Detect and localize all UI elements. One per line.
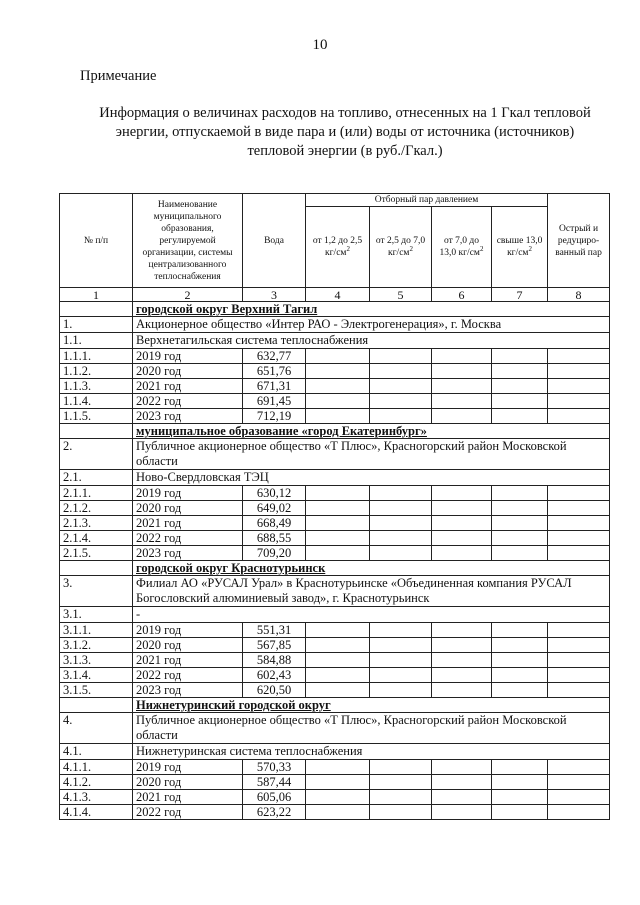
year-label: 2022 год — [133, 805, 243, 820]
empty-cell — [306, 501, 370, 516]
empty-cell — [432, 760, 492, 775]
empty-cell — [492, 394, 548, 409]
empty-cell — [492, 623, 548, 638]
year-label: 2022 год — [133, 394, 243, 409]
row-number — [60, 302, 133, 317]
title-line-2: энергии, отпускаемой в виде пара и (или) воды от источника (источников) — [115, 124, 575, 140]
empty-cell — [432, 394, 492, 409]
row-number: 2.1.2. — [60, 501, 133, 516]
row-number — [60, 698, 133, 713]
empty-cell — [492, 349, 548, 364]
empty-cell — [370, 623, 432, 638]
empty-cell — [548, 531, 610, 546]
empty-cell — [306, 379, 370, 394]
column-number: 5 — [370, 288, 432, 302]
table-row — [60, 379, 610, 394]
header-water: Вода — [243, 194, 306, 288]
empty-cell — [548, 775, 610, 790]
system-name: Верхнетагильская система теплоснабжения — [133, 333, 610, 349]
row-number: 3.1.5. — [60, 683, 133, 698]
empty-cell — [492, 683, 548, 698]
table-row — [60, 698, 610, 713]
empty-cell — [370, 394, 432, 409]
empty-cell — [306, 790, 370, 805]
table-row — [60, 607, 610, 623]
water-value: 649,02 — [243, 501, 306, 516]
empty-cell — [370, 805, 432, 820]
row-number: 4.1.2. — [60, 775, 133, 790]
empty-cell — [432, 623, 492, 638]
column-number: 3 — [243, 288, 306, 302]
empty-cell — [432, 379, 492, 394]
column-number: 4 — [306, 288, 370, 302]
header-steam-2: от 2,5 до 7,0 $кг/см^2$ — [370, 207, 432, 288]
row-number: 2. — [60, 439, 133, 470]
empty-cell — [492, 653, 548, 668]
water-value: 570,33 — [243, 760, 306, 775]
table-row — [60, 775, 610, 790]
table-row — [60, 349, 610, 364]
row-number: 3.1.3. — [60, 653, 133, 668]
empty-cell — [370, 653, 432, 668]
year-label: 2023 год — [133, 546, 243, 561]
row-number — [60, 561, 133, 576]
system-name: Ново-Свердловская ТЭЦ — [133, 470, 610, 486]
year-label: 2023 год — [133, 409, 243, 424]
row-number: 3.1.1. — [60, 623, 133, 638]
empty-cell — [548, 760, 610, 775]
empty-cell — [548, 790, 610, 805]
empty-cell — [306, 775, 370, 790]
empty-cell — [432, 546, 492, 561]
empty-cell — [370, 546, 432, 561]
empty-cell — [432, 775, 492, 790]
table-row — [60, 653, 610, 668]
empty-cell — [306, 653, 370, 668]
empty-cell — [548, 623, 610, 638]
empty-cell — [306, 546, 370, 561]
table-row — [60, 668, 610, 683]
empty-cell — [306, 531, 370, 546]
row-number: 2.1.3. — [60, 516, 133, 531]
empty-cell — [306, 760, 370, 775]
empty-cell — [548, 364, 610, 379]
section-title: городской округ Верхний Тагил — [133, 302, 610, 317]
page-number: 10 — [312, 37, 328, 53]
empty-cell — [548, 683, 610, 698]
empty-cell — [492, 486, 548, 501]
water-value: 691,45 — [243, 394, 306, 409]
table-row — [60, 317, 610, 333]
empty-cell — [548, 379, 610, 394]
empty-cell — [548, 349, 610, 364]
table-row — [60, 638, 610, 653]
table-row — [60, 546, 610, 561]
year-label: 2019 год — [133, 349, 243, 364]
year-label: 2021 год — [133, 516, 243, 531]
empty-cell — [370, 379, 432, 394]
row-number: 1.1.2. — [60, 364, 133, 379]
row-number: 3.1.4. — [60, 668, 133, 683]
empty-cell — [492, 531, 548, 546]
empty-cell — [370, 760, 432, 775]
empty-cell — [306, 349, 370, 364]
organization-name: Публичное акционерное общество «Т Плюс», Красногорский район Московской области — [133, 439, 610, 470]
note-heading: Примечание — [80, 68, 157, 84]
row-number: 3.1. — [60, 607, 133, 623]
table-row — [60, 394, 610, 409]
row-number: 4.1.4. — [60, 805, 133, 820]
empty-cell — [306, 668, 370, 683]
table-row — [60, 486, 610, 501]
empty-cell — [370, 683, 432, 698]
year-label: 2020 год — [133, 364, 243, 379]
title-line-1: Информация о величинах расходов на топливо, отнесенных на 1 Гкал тепловой — [99, 105, 591, 121]
empty-cell — [548, 409, 610, 424]
section-title: городской округ Краснотурьинск — [133, 561, 610, 576]
organization-name: Акционерное общество «Интер РАО - Электрогенерация», г. Москва — [133, 317, 610, 333]
row-number: 3.1.2. — [60, 638, 133, 653]
empty-cell — [432, 805, 492, 820]
empty-cell — [432, 349, 492, 364]
water-value: 605,06 — [243, 790, 306, 805]
section-title: муниципальное образование «город Екатеринбург» — [133, 424, 610, 439]
empty-cell — [370, 409, 432, 424]
empty-cell — [432, 409, 492, 424]
empty-cell — [492, 516, 548, 531]
empty-cell — [492, 775, 548, 790]
row-number: 2.1.5. — [60, 546, 133, 561]
empty-cell — [492, 546, 548, 561]
column-number: 6 — [432, 288, 492, 302]
empty-cell — [370, 349, 432, 364]
empty-cell — [492, 668, 548, 683]
header-steam-1: от 1,2 до 2,5 $кг/см^2$ — [306, 207, 370, 288]
water-value: 709,20 — [243, 546, 306, 561]
document-title — [70, 104, 620, 161]
year-label: 2020 год — [133, 775, 243, 790]
water-value: 688,55 — [243, 531, 306, 546]
year-label: 2019 год — [133, 760, 243, 775]
empty-cell — [548, 805, 610, 820]
empty-cell — [492, 379, 548, 394]
table-row — [60, 424, 610, 439]
row-number — [60, 424, 133, 439]
row-number: 2.1. — [60, 470, 133, 486]
empty-cell — [306, 516, 370, 531]
year-label: 2020 год — [133, 638, 243, 653]
table-row — [60, 790, 610, 805]
organization-name: Филиал АО «РУСАЛ Урал» в Краснотурьинске «Объединенная компания РУСАЛ Богословский алюминиевый завод», г. Краснотурьинск — [133, 576, 610, 607]
empty-cell — [306, 805, 370, 820]
column-number: 1 — [60, 288, 133, 302]
empty-cell — [370, 516, 432, 531]
empty-cell — [370, 364, 432, 379]
header-steam-group: Отборный пар давлением — [306, 194, 548, 207]
table-row — [60, 409, 610, 424]
empty-cell — [370, 531, 432, 546]
row-number: 1.1. — [60, 333, 133, 349]
empty-cell — [432, 516, 492, 531]
row-number: 4.1.1. — [60, 760, 133, 775]
empty-cell — [370, 775, 432, 790]
column-number: 7 — [492, 288, 548, 302]
row-number: 3. — [60, 576, 133, 607]
empty-cell — [492, 760, 548, 775]
row-number: 1.1.5. — [60, 409, 133, 424]
empty-cell — [432, 653, 492, 668]
system-name: - — [133, 607, 610, 623]
empty-cell — [370, 668, 432, 683]
empty-cell — [306, 364, 370, 379]
table-row — [60, 713, 610, 744]
empty-cell — [306, 623, 370, 638]
row-number: 2.1.1. — [60, 486, 133, 501]
water-value: 668,49 — [243, 516, 306, 531]
water-value: 620,50 — [243, 683, 306, 698]
empty-cell — [492, 409, 548, 424]
table-row — [60, 531, 610, 546]
header-steam-3: от 7,0 до 13,0 $кг/см^2$ — [432, 207, 492, 288]
empty-cell — [306, 409, 370, 424]
empty-cell — [370, 501, 432, 516]
empty-cell — [548, 638, 610, 653]
water-value: 602,43 — [243, 668, 306, 683]
empty-cell — [548, 546, 610, 561]
table-row — [60, 744, 610, 760]
empty-cell — [492, 638, 548, 653]
water-value: 567,85 — [243, 638, 306, 653]
empty-cell — [432, 790, 492, 805]
row-number: 4.1. — [60, 744, 133, 760]
empty-cell — [548, 394, 610, 409]
year-label: 2021 год — [133, 379, 243, 394]
water-value: 712,19 — [243, 409, 306, 424]
empty-cell — [370, 486, 432, 501]
year-label: 2021 год — [133, 653, 243, 668]
year-label: 2019 год — [133, 486, 243, 501]
empty-cell — [432, 364, 492, 379]
table-row — [60, 623, 610, 638]
system-name: Нижнетуринская система теплоснабжения — [133, 744, 610, 760]
water-value: 587,44 — [243, 775, 306, 790]
empty-cell — [548, 653, 610, 668]
empty-cell — [432, 638, 492, 653]
empty-cell — [492, 364, 548, 379]
year-label: 2020 год — [133, 501, 243, 516]
fuel-cost-table — [59, 193, 610, 820]
organization-name: Публичное акционерное общество «Т Плюс», Красногорский район Московской области — [133, 713, 610, 744]
empty-cell — [548, 486, 610, 501]
water-value: 551,31 — [243, 623, 306, 638]
empty-cell — [306, 683, 370, 698]
empty-cell — [432, 683, 492, 698]
empty-cell — [548, 501, 610, 516]
empty-cell — [492, 805, 548, 820]
empty-cell — [432, 531, 492, 546]
empty-cell — [492, 501, 548, 516]
header-sharp-steam: Острый и редуциро-ванный пар — [548, 194, 610, 288]
water-value: 671,31 — [243, 379, 306, 394]
table-row — [60, 302, 610, 317]
year-label: 2019 год — [133, 623, 243, 638]
empty-cell — [306, 638, 370, 653]
column-number: 2 — [133, 288, 243, 302]
row-number: 4. — [60, 713, 133, 744]
year-label: 2022 год — [133, 531, 243, 546]
title-line-3: тепловой энергии (в руб./Гкал.) — [247, 143, 443, 159]
table-row — [60, 364, 610, 379]
water-value: 623,22 — [243, 805, 306, 820]
empty-cell — [548, 516, 610, 531]
table-row — [60, 561, 610, 576]
column-number-row — [60, 288, 610, 302]
table-row — [60, 439, 610, 470]
header-organization: Наименование муниципального образования, регулируемой организации, системы централизованного теплоснабжения — [133, 194, 243, 288]
water-value: 584,88 — [243, 653, 306, 668]
empty-cell — [306, 394, 370, 409]
year-label: 2021 год — [133, 790, 243, 805]
row-number: 1. — [60, 317, 133, 333]
table-row — [60, 760, 610, 775]
empty-cell — [370, 790, 432, 805]
table-row — [60, 576, 610, 607]
year-label: 2022 год — [133, 668, 243, 683]
empty-cell — [432, 501, 492, 516]
header-number: № п/п — [60, 194, 133, 288]
row-number: 2.1.4. — [60, 531, 133, 546]
row-number: 1.1.3. — [60, 379, 133, 394]
column-number: 8 — [548, 288, 610, 302]
year-label: 2023 год — [133, 683, 243, 698]
empty-cell — [370, 638, 432, 653]
table-row — [60, 501, 610, 516]
row-number: 1.1.1. — [60, 349, 133, 364]
water-value: 632,77 — [243, 349, 306, 364]
table-row — [60, 805, 610, 820]
table-row — [60, 333, 610, 349]
table-body — [60, 302, 610, 820]
empty-cell — [548, 668, 610, 683]
empty-cell — [306, 486, 370, 501]
table-row — [60, 470, 610, 486]
section-title: Нижнетуринский городской округ — [133, 698, 610, 713]
empty-cell — [432, 486, 492, 501]
water-value: 630,12 — [243, 486, 306, 501]
empty-cell — [432, 668, 492, 683]
empty-cell — [492, 790, 548, 805]
table-row — [60, 516, 610, 531]
water-value: 651,76 — [243, 364, 306, 379]
table-row — [60, 683, 610, 698]
row-number: 4.1.3. — [60, 790, 133, 805]
header-steam-4: свыше 13,0 $кг/см^2$ — [492, 207, 548, 288]
row-number: 1.1.4. — [60, 394, 133, 409]
